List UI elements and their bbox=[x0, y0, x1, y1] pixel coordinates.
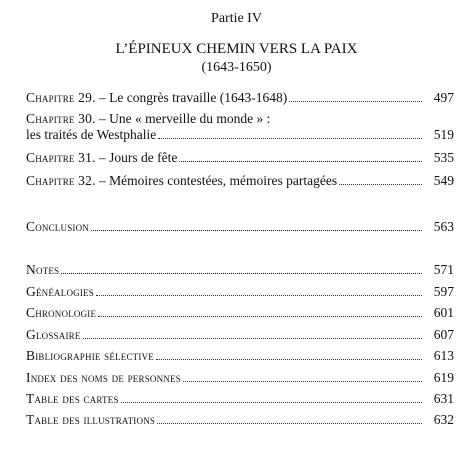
page-number: 549 bbox=[433, 173, 454, 188]
chapter-title: – Jours de fête bbox=[95, 150, 178, 165]
toc-entry-chronologie[interactable] bbox=[26, 305, 454, 321]
toc-entry-bibliographie[interactable] bbox=[26, 348, 454, 364]
page-number: 519 bbox=[433, 127, 454, 142]
dot-leader bbox=[156, 358, 422, 360]
appendix-label: Chronologie bbox=[26, 305, 97, 320]
chapter-label: Chapitre 29. bbox=[26, 90, 96, 105]
toc-entry-chapter-32[interactable] bbox=[26, 173, 454, 189]
toc-entry-chapter-29[interactable] bbox=[26, 90, 454, 106]
part-title: L’ÉPINEUX CHEMIN VERS LA PAIX bbox=[115, 41, 358, 57]
appendix-label: Généalogies bbox=[26, 284, 94, 299]
toc-entry-text bbox=[26, 173, 337, 189]
chapter-title-line1: – Une « merveille du monde » : bbox=[95, 111, 271, 126]
toc-entry-conclusion[interactable] bbox=[26, 219, 454, 235]
dot-leader bbox=[339, 183, 422, 185]
page-number: 571 bbox=[433, 262, 454, 277]
dot-leader bbox=[96, 294, 422, 296]
page-number: 631 bbox=[433, 391, 454, 406]
toc-entry-glossaire[interactable] bbox=[26, 327, 454, 343]
conclusion-label: Conclusion bbox=[26, 219, 90, 234]
dot-leader bbox=[83, 337, 422, 339]
toc-entry-chapter-31[interactable] bbox=[26, 150, 454, 166]
appendix-label: Table des cartes bbox=[26, 391, 119, 406]
chapter-title-line2: les traités de Westphalie bbox=[26, 127, 157, 142]
toc-entry-table-des-cartes[interactable] bbox=[26, 391, 454, 407]
page-number: 607 bbox=[433, 327, 454, 342]
toc-entry-chapter-30-line2[interactable] bbox=[26, 127, 454, 143]
dot-leader bbox=[121, 401, 422, 403]
appendix-label: Glossaire bbox=[26, 327, 81, 342]
toc-entry-table-des-illustrations[interactable] bbox=[26, 412, 454, 428]
appendix-label: Bibliographie sélective bbox=[26, 348, 154, 363]
toc-entry-index[interactable] bbox=[26, 370, 454, 386]
toc-entry-chapter-30-line1[interactable] bbox=[26, 111, 270, 127]
part-label: Partie IV bbox=[211, 11, 262, 26]
chapter-title: – Mémoires contestées, mémoires partagées bbox=[95, 173, 338, 188]
page-number: 613 bbox=[433, 348, 454, 363]
chapter-label: Chapitre 31. bbox=[26, 150, 96, 165]
page-number: 632 bbox=[433, 412, 454, 427]
toc-entry-text bbox=[26, 150, 177, 166]
dot-leader bbox=[61, 272, 422, 274]
page-number: 601 bbox=[433, 305, 454, 320]
dot-leader bbox=[157, 422, 422, 424]
dot-leader bbox=[179, 160, 422, 162]
page-number: 535 bbox=[433, 150, 454, 165]
chapter-label: Chapitre 32. bbox=[26, 173, 96, 188]
appendix-label: Notes bbox=[26, 262, 60, 277]
appendix-label: Index des noms de personnes bbox=[26, 370, 181, 385]
chapter-title: – Le congrès travaille (1643-1648) bbox=[95, 90, 288, 105]
page-number: 619 bbox=[433, 370, 454, 385]
dot-leader bbox=[289, 100, 422, 102]
dot-leader bbox=[158, 137, 422, 139]
page-number: 597 bbox=[433, 284, 454, 299]
toc-entry-genealogies[interactable] bbox=[26, 284, 454, 300]
appendix-label: Table des illustrations bbox=[26, 412, 156, 427]
part-dates: (1643-1650) bbox=[201, 60, 272, 75]
page-number: 563 bbox=[433, 219, 454, 234]
page-number: 497 bbox=[433, 90, 454, 105]
dot-leader bbox=[91, 229, 422, 231]
chapter-label: Chapitre 30. bbox=[26, 111, 96, 126]
toc-entry-notes[interactable] bbox=[26, 262, 454, 278]
toc-entry-text bbox=[26, 90, 287, 106]
dot-leader bbox=[183, 380, 422, 382]
dot-leader bbox=[98, 315, 422, 317]
